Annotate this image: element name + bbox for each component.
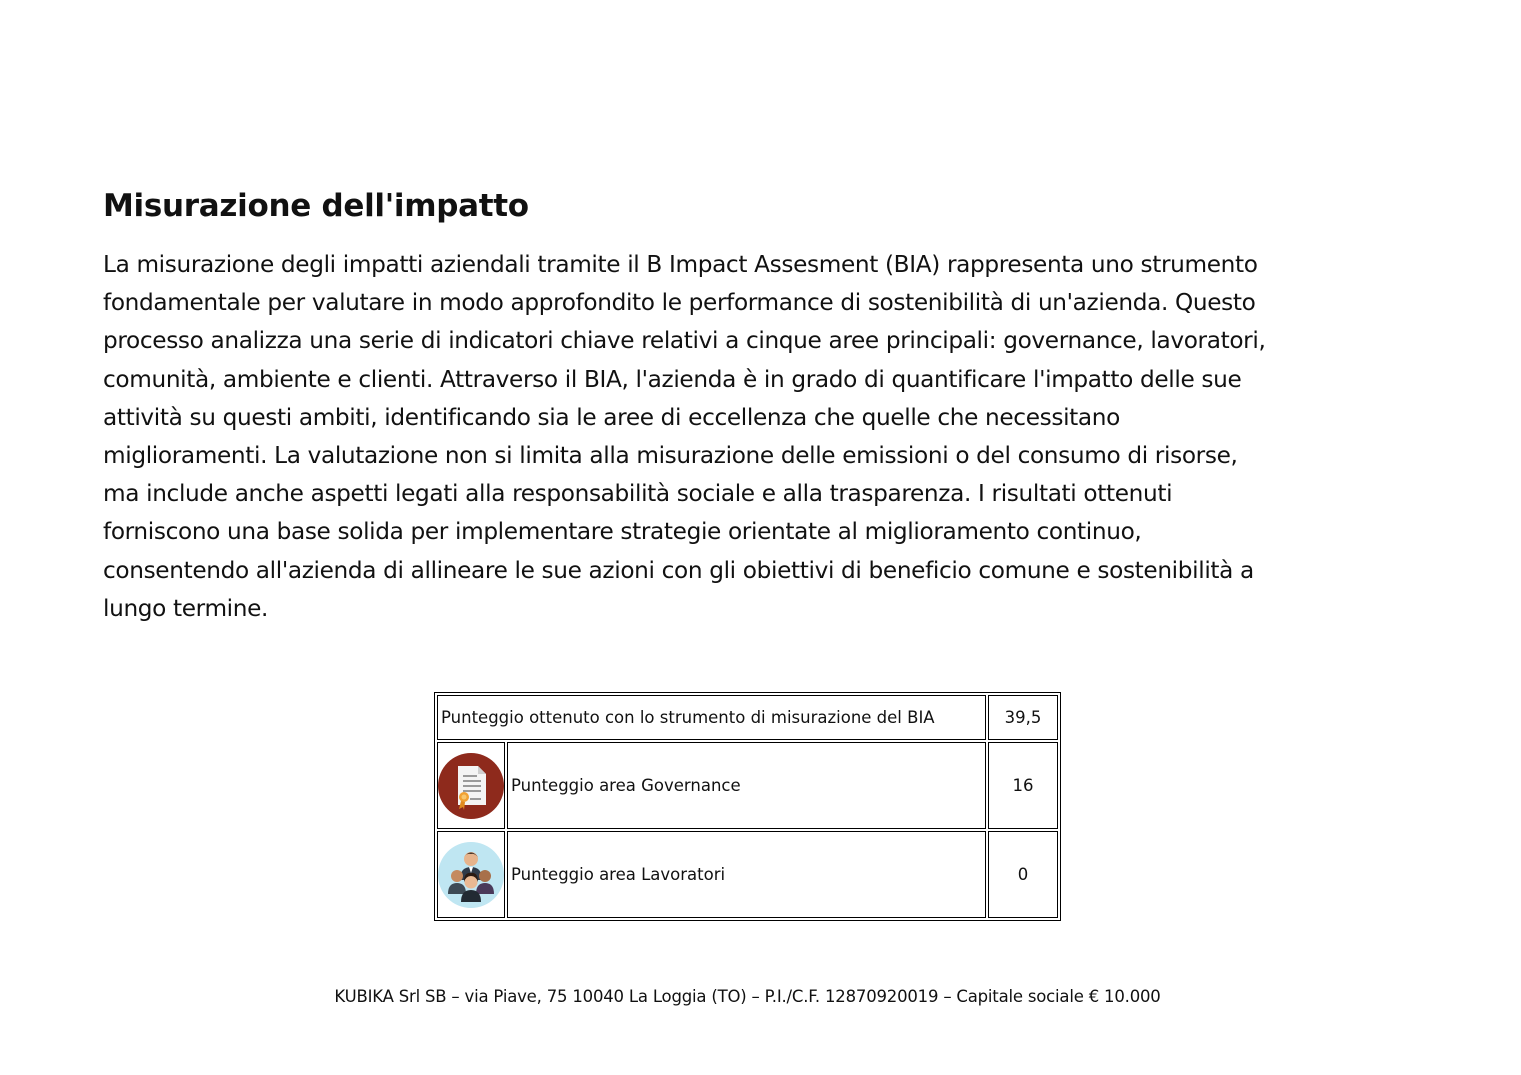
paragraph-line: lungo termine. (103, 594, 269, 622)
workers-group-icon (438, 842, 504, 908)
paragraph-line: ma include anche aspetti legati alla responsabilità sociale e alla trasparenza. I risultati ottenuti (103, 480, 1173, 508)
intro-paragraph (103, 246, 1403, 628)
bia-score-table (434, 692, 1061, 921)
governance-score-value: 16 (988, 742, 1058, 829)
workers-icon-cell (437, 831, 505, 918)
total-score-value: 39,5 (988, 695, 1058, 740)
total-score-label: Punteggio ottenuto con lo strumento di misurazione del BIA (437, 695, 986, 740)
paragraph-line: forniscono una base solida per implementare strategie orientate al miglioramento continuo, (103, 518, 1142, 546)
paragraph-line: attività su questi ambiti, identificando sia le aree di eccellenza che quelle che necessitano (103, 403, 1120, 431)
table-row (437, 831, 1058, 918)
workers-score-value: 0 (988, 831, 1058, 918)
paragraph-line: fondamentale per valutare in modo approfondito le performance di sostenibilità di un'azienda. Questo (103, 289, 1256, 317)
governance-score-label: Punteggio area Governance (507, 742, 986, 829)
paragraph-line: La misurazione degli impatti aziendali tramite il B Impact Assesment (BIA) rappresenta uno strumento (103, 251, 1258, 278)
table-row (437, 742, 1058, 829)
governance-icon-cell (437, 742, 505, 829)
paragraph-line: processo analizza una serie di indicatori chiave relativi a cinque aree principali: governance, lavoratori, (103, 327, 1266, 355)
paragraph-line: comunità, ambiente e clienti. Attraverso il BIA, l'azienda è in grado di quantificare l'impatto delle sue (103, 365, 1242, 393)
total-score-row (437, 695, 1058, 740)
paragraph-line: consentendo all'azienda di allineare le sue azioni con gli obiettivi di beneficio comune e sostenibilità a (103, 556, 1254, 584)
page-title: Misurazione dell'impatto (103, 188, 529, 224)
paragraph-line: miglioramenti. La valutazione non si limita alla misurazione delle emissioni o del consumo di risorse, (103, 442, 1238, 470)
workers-score-label: Punteggio area Lavoratori (507, 831, 986, 918)
certificate-document-icon (438, 753, 504, 819)
company-footer: KUBIKA Srl SB – via Piave, 75 10040 La Loggia (TO) – P.I./C.F. 12870920019 – Capitale sociale € 10.000 (334, 987, 1161, 1006)
